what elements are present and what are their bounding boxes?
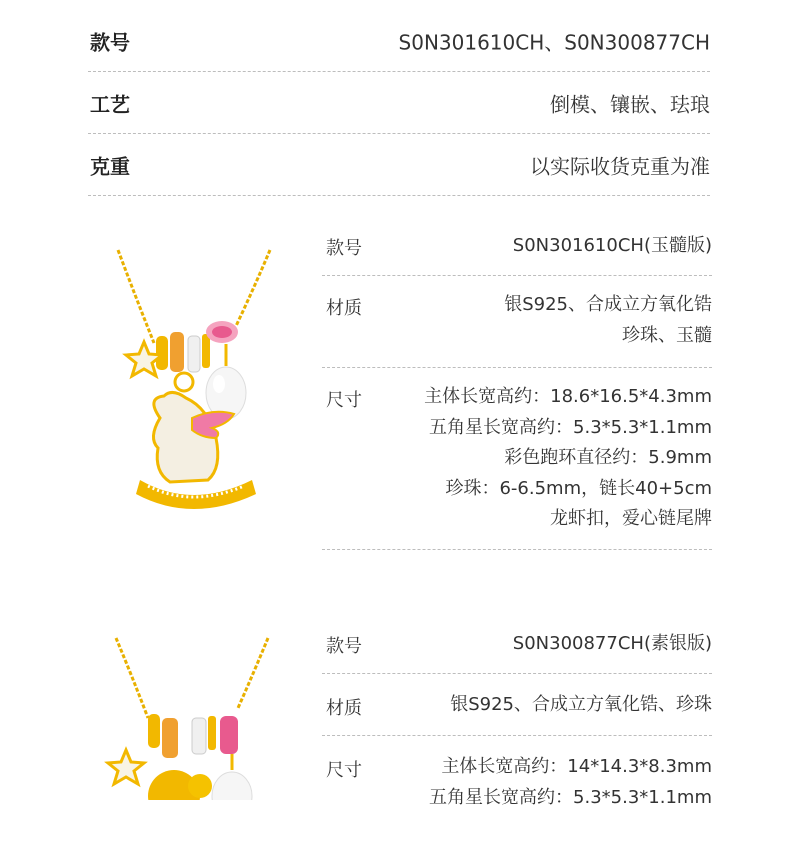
row-label: 款号	[326, 636, 362, 657]
row-value: 以实际收货克重为准	[530, 154, 710, 178]
row-label: 款号	[326, 238, 362, 259]
spec-row-model	[88, 10, 710, 72]
row-label: 克重	[90, 154, 130, 178]
row-value: S0N301610CH、S0N300877CH	[398, 30, 710, 54]
row-label: 尺寸	[326, 390, 362, 411]
row-value-line: 珍珠：6-6.5mm，链长40+5cm	[445, 477, 712, 499]
spec-row-material	[322, 276, 712, 368]
row-value-line: 珍珠、玉髓	[622, 324, 712, 346]
necklace-photo-jade	[96, 248, 292, 568]
row-value-line: 五角星长宽高约：5.3*5.3*1.1mm	[429, 786, 712, 808]
row-value-line: 主体长宽高约：18.6*16.5*4.3mm	[424, 386, 712, 407]
spec-row-craft	[88, 72, 710, 134]
spec-row-material	[322, 674, 712, 736]
row-value: S0N301610CH(玉髓版)	[512, 235, 712, 256]
necklace-photo-silver	[96, 636, 292, 800]
spec-row-size	[322, 368, 712, 550]
spec-row-model	[322, 612, 712, 674]
row-value-line: 主体长宽高约：14*14.3*8.3mm	[441, 756, 712, 777]
row-label: 工艺	[90, 92, 130, 116]
row-value-line: 五角星长宽高约：5.3*5.3*1.1mm	[429, 416, 712, 438]
row-label: 尺寸	[326, 760, 362, 781]
row-value: 倒模、镶嵌、珐琅	[550, 92, 710, 116]
row-label: 材质	[326, 298, 362, 319]
row-label: 款号	[90, 30, 130, 54]
spec-row-weight	[88, 134, 710, 196]
spec-row-model	[322, 216, 712, 276]
row-value-line: 银S925、合成立方氧化锆、珍珠	[450, 694, 712, 715]
row-value: S0N300877CH(素银版)	[512, 633, 712, 654]
spec-row-size	[322, 736, 712, 856]
row-value-line: 银S925、合成立方氧化锆	[504, 294, 712, 315]
row-value-line: 彩色跑环直径约：5.9mm	[504, 447, 712, 468]
row-value-line: 龙虾扣，爱心链尾牌	[550, 508, 712, 529]
row-label: 材质	[326, 698, 362, 719]
